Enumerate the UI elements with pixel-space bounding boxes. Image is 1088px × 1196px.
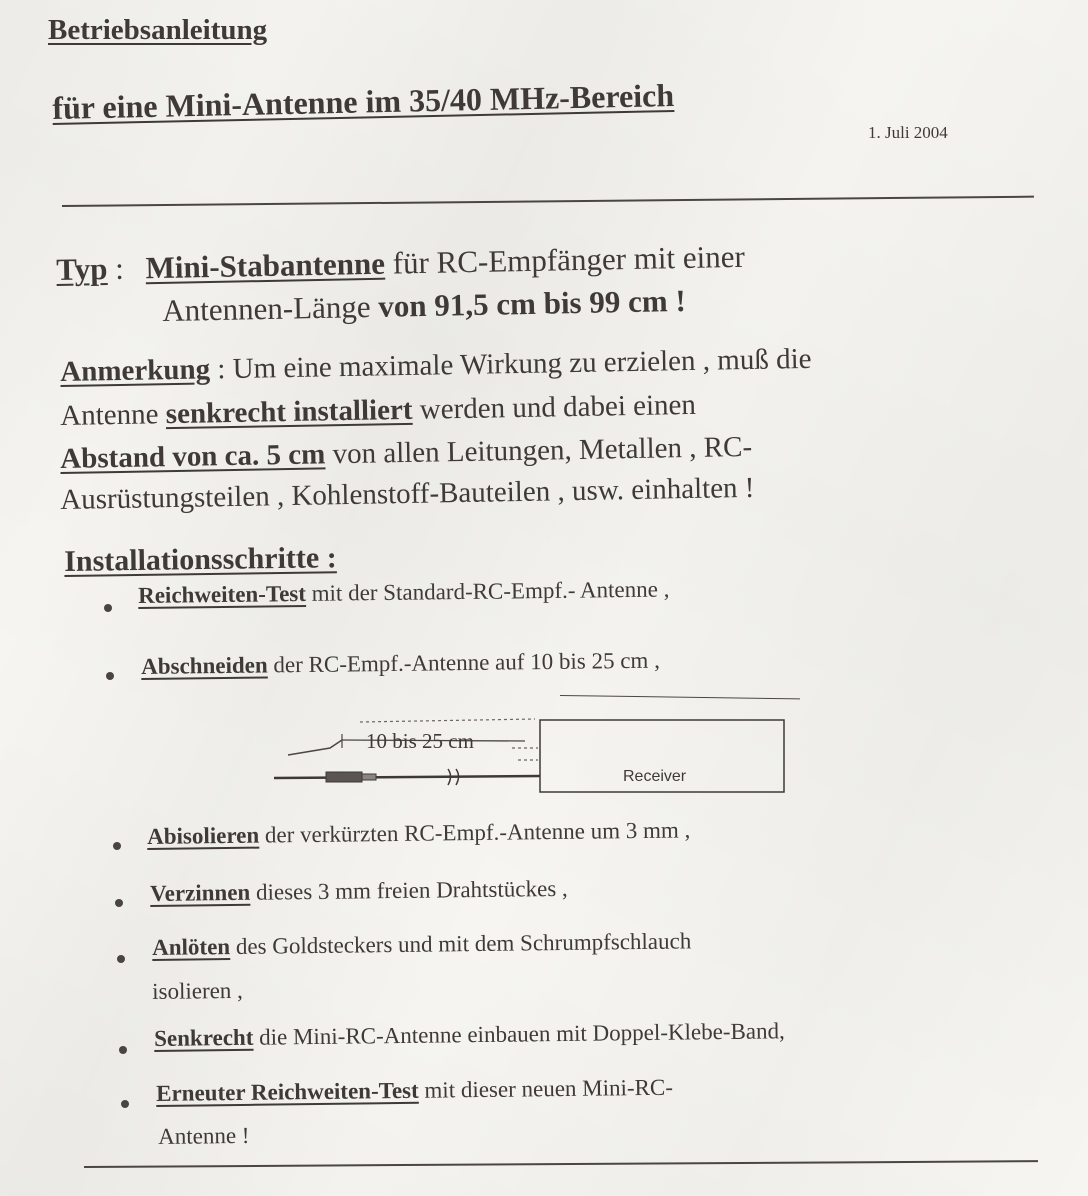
note-emphasis-1: senkrecht installiert: [165, 393, 413, 431]
step-text: mit dieser neuen Mini-RC-: [418, 1074, 674, 1103]
footer-divider: [84, 1160, 1038, 1168]
bullet: [113, 842, 121, 850]
step-text: der RC-Empf.-Antenne auf 10 bis 25 cm ,: [267, 647, 661, 678]
step-2-underline: [560, 695, 800, 699]
step-7: [156, 1075, 673, 1107]
step-text: die Mini-RC-Antenne einbauen mit Doppel-Klebe-Band,: [253, 1018, 785, 1050]
step-text: dieses 3 mm freien Drahtstückes ,: [250, 875, 568, 905]
receiver-label: Receiver: [623, 768, 687, 785]
step-2: [141, 648, 660, 680]
typ-text: für RC-Empfänger mit einer: [384, 238, 746, 281]
dimension-top-line: [360, 719, 535, 722]
step-text: des Goldsteckers und mit dem Schrumpfschlauch: [229, 928, 692, 960]
antenna-diagram: [270, 710, 800, 800]
step-text: der verkürzten RC-Empf.-Antenne um 3 mm ,: [259, 817, 691, 848]
step-prefix: Erneuter: [156, 1079, 252, 1106]
note-label: Anmerkung: [60, 353, 211, 388]
step-keyword: Reichweiten-Test: [250, 1077, 419, 1105]
note-line-2: [60, 389, 696, 433]
installation-heading: Installationsschritte :: [64, 541, 337, 578]
step-5: [152, 928, 691, 961]
gold-connector: [326, 772, 362, 782]
step-3: [147, 817, 690, 850]
wire-bend: [288, 740, 342, 755]
note-text-1: : Um eine maximale Wirkung zu erzielen , muß die: [209, 342, 812, 386]
step-keyword: Senkrecht: [154, 1024, 254, 1051]
typ-line-2: [162, 283, 686, 329]
step-keyword: Anlöten: [152, 934, 231, 960]
typ-line: [56, 239, 745, 288]
document-subtitle: für eine Mini-Antenne im 35/40 MHz-Bereich: [52, 76, 675, 126]
note-line-4: Ausrüstungsteilen , Kohlenstoff-Bauteilen , usw. einhalten !: [60, 471, 755, 516]
typ-label: Typ: [56, 251, 108, 287]
typ-length-label: Antennen-Länge: [162, 288, 379, 328]
note-line-3: [60, 431, 752, 476]
step-keyword: Reichweiten-Test: [138, 580, 307, 608]
step-keyword: Verzinnen: [150, 879, 251, 906]
dimension-label: 10 bis 25 cm: [366, 729, 474, 753]
step-6: [154, 1018, 785, 1052]
typ-separator: :: [107, 250, 132, 287]
step-5-continuation: isolieren ,: [152, 977, 244, 1004]
bullet: [121, 1100, 129, 1108]
bullet: [117, 955, 125, 963]
note-line-1: [60, 343, 812, 389]
bullet: [106, 672, 114, 680]
shrink-tube: [362, 774, 376, 780]
note-text-2b: werden und dabei einen: [412, 388, 697, 426]
bullet: [104, 604, 112, 612]
step-keyword: Abisolieren: [147, 822, 260, 849]
note-emphasis-2: Abstand von ca. 5 cm: [60, 438, 326, 475]
step-text: mit der Standard-RC-Empf.- Antenne ,: [305, 576, 670, 606]
document-date: 1. Juli 2004: [868, 123, 948, 142]
step-1: [138, 577, 670, 609]
bullet: [119, 1046, 127, 1054]
step-4: [150, 876, 568, 907]
document-title: Betriebsanleitung: [48, 14, 268, 46]
step-7-continuation: Antenne !: [158, 1122, 250, 1149]
header-divider: [62, 196, 1034, 207]
note-text-3: von allen Leitungen, Metallen , RC-: [325, 430, 753, 471]
step-keyword: Abschneiden: [141, 652, 268, 679]
antenna-wire: [274, 776, 540, 778]
antenna-diagram-svg: [270, 710, 800, 800]
typ-name: Mini-Stabantenne: [145, 245, 386, 286]
typ-length-value: von 91,5 cm bis 99 cm !: [378, 282, 687, 324]
bullet: [115, 899, 123, 907]
note-text-2a: Antenne: [60, 398, 167, 432]
